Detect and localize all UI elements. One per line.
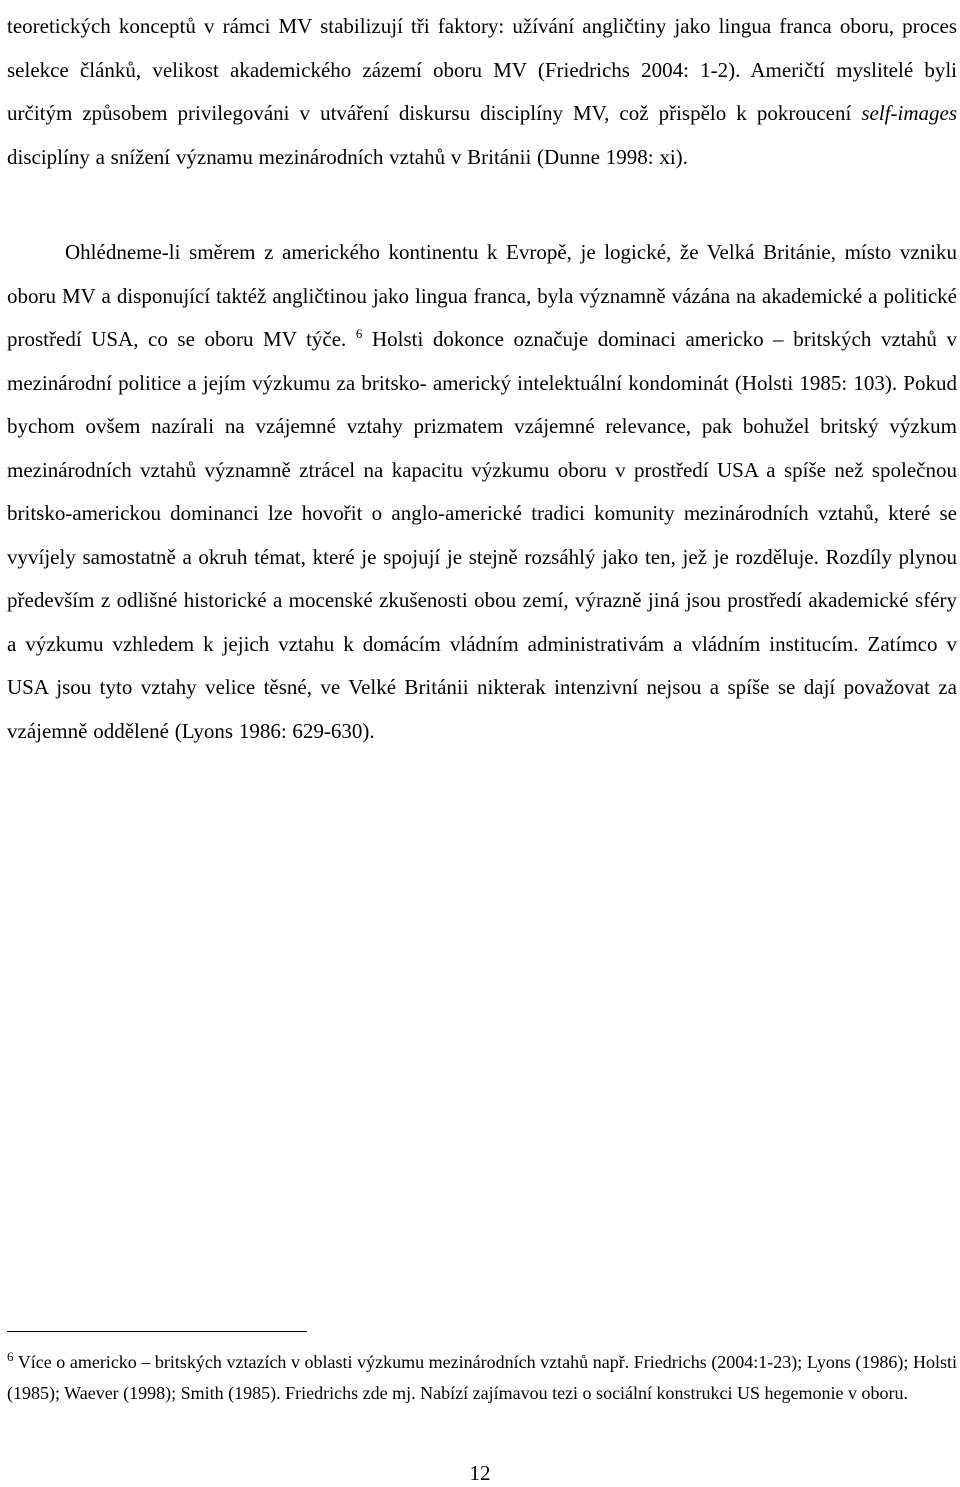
page-number: 12 — [469, 1461, 491, 1485]
paragraph-2-text-a: Ohlédneme-li směrem z amerického kontinentu k Evropě, je logické, že Velká Británie, místo vzniku oboru MV a disponující taktéž angličtinou jako lingua franca, byla významně vázána na akademické a politické prostředí USA, co se oboru MV týče. — [7, 240, 957, 351]
footnote-text: Více o americko – britských vztazích v oblasti výzkumu mezinárodních vztahů např. Friedrichs (2004:1-23); Lyons (1986); Holsti (1985); Waever (1998); Smith (1985). Friedrichs zde mj. Nabízí zajímavou tezi o sociální konstrukci US hegemonie v oboru. — [7, 1352, 957, 1403]
footnote — [7, 1347, 957, 1409]
footnote-reference[interactable]: 6 — [355, 326, 363, 341]
footnote-number: 6 — [7, 1349, 14, 1364]
footnote-separator — [7, 1331, 307, 1332]
paragraph-1-text-a: teoretických konceptů v rámci MV stabilizují tři faktory: užívání angličtiny jako lingua franca oboru, proces selekce článků, velikost akademického zázemí oboru MV (Friedrichs 2004: 1-2). Američtí myslitelé byli určitým způsobem privilegováni v utváření diskursu disciplíny MV, což přispělo k pokroucení — [7, 14, 957, 125]
paragraph-1-text-b: disciplíny a snížení významu mezinárodních vztahů v Británii (Dunne 1998: xi). — [7, 144, 688, 169]
paragraph-1-italic-term: self-images — [861, 101, 957, 125]
body-paragraph-1 — [7, 5, 957, 179]
body-paragraph-2 — [7, 231, 957, 753]
paragraph-2-text-b: Holsti dokonce označuje dominaci americko – britských vztahů v mezinárodní politice a jejím výzkumu za britsko- americký intelektuální kondominát (Holsti 1985: 103). Pokud bychom ovšem nazírali na vzájemné vztahy prizmatem vzájemné relevance, pak bohužel britský výzkum mezinárodních vztahů významně ztrácel na kapacitu výzkumu oboru v prostředí USA a spíše než společnou britsko-americkou dominanci lze hovořit o anglo-americké tradici komunity mezinárodních vztahů, které se vyvíjely samostatně a okruh témat, které je spojují je stejně rozsáhlý jako ten, jež je rozděluje. Rozdíly plynou především z odlišné historické a mocenské zkušenosti obou zemí, výrazně jiná jsou prostředí akademické sféry a výzkumu vzhledem k jejich vztahu k domácím vládním administrativám a vládním institucím. Zatímco v USA jsou tyto vztahy velice těsné, ve Velké Británii nikterak intenzivní nejsou a spíše se dají považovat za vzájemně oddělené (Lyons 1986: 629-630). — [7, 327, 957, 743]
